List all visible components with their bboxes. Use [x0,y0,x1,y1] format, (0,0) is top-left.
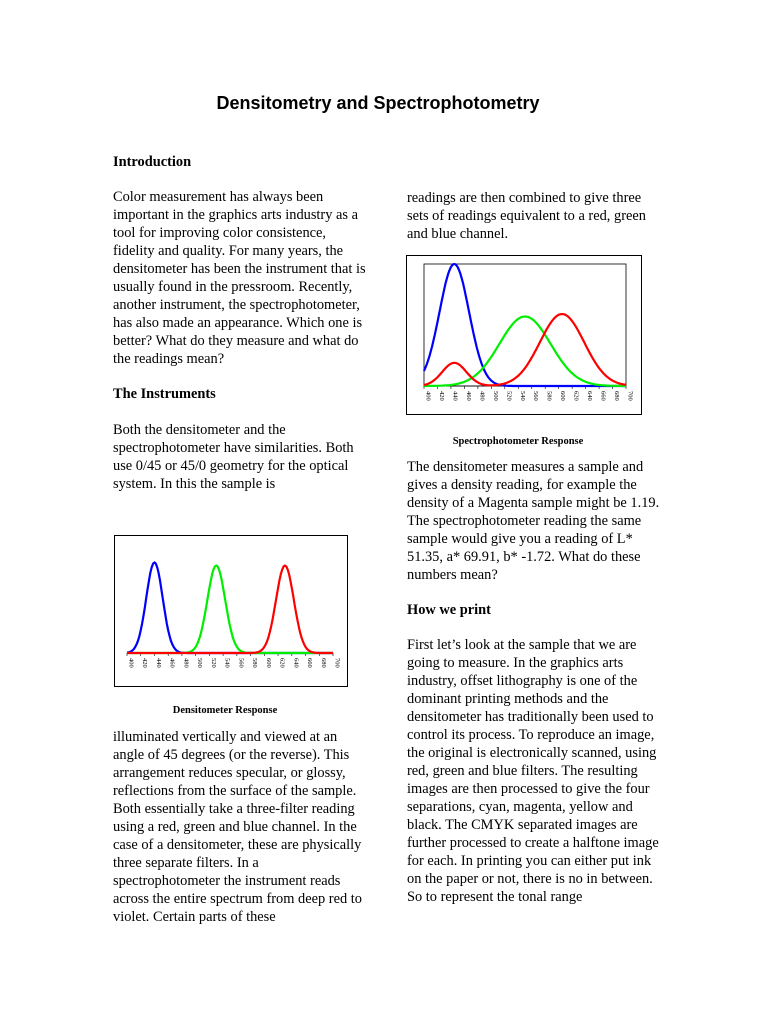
x-tick-label: 620 [278,658,286,668]
series-line-red [424,314,626,385]
x-tick-label: 560 [532,391,540,401]
densitometer-chart [114,535,348,687]
density-reading-paragraph: The densitometer measures a sample and gives a density reading, for example the density of a Magenta sample might be 1.19. The spectrophotometer reading the same sample would give you a reading of L* 51.35, a* 69.91, b* -1.72. What do these numbers mean? [407,459,660,583]
right-column-bottom [407,458,661,906]
how-we-print-paragraph: First let’s look at the sample that we are going to measure. In the graphics arts industry, offset lithography is one of the dominant printing methods and the densitometer has traditionally been used to control its process. To reproduce an image, the original is electronically scanned, using red, green and blue filters. The resulting images are then processed to give the four separations, cyan, magenta, yellow and black. The CMYK separated images are further processed to create a halftone image for each. In printing you can either put ink on the paper or not, there is no in between. So to represent the tonal range [407,637,659,905]
x-tick-label: 440 [154,658,162,668]
densitometer-chart-svg [115,536,347,686]
x-tick-label: 620 [572,391,580,401]
introduction-heading: Introduction [113,154,192,170]
instruments-paragraph: Both the densitometer and the spectrophotometer have similarities. Both use 0/45 or 45/0 geometry for the optical system. In this the sample is [113,422,354,492]
series-line-red [127,566,333,654]
x-tick-label: 700 [333,658,341,668]
x-tick-label: 540 [518,391,526,401]
right-column-top [407,189,661,243]
instruments-heading: The Instruments [113,386,216,402]
series-line-green [424,317,626,387]
x-tick-label: 400 [127,658,135,668]
x-tick-label: 420 [437,391,445,401]
page-title: Densitometry and Spectrophotometry [216,93,540,113]
spectrophotometer-chart [406,255,642,415]
x-tick-label: 460 [464,391,472,401]
continued-paragraph: illuminated vertically and viewed at an angle of 45 degrees (or the reverse). This arrangement reduces specular, or glossy, reflections from the surface of the sample. Both essentially take a three-filter reading using a red, green and blue channel. In the case of a densitometer, these are physically three separate filters. In a spectrophotometer the instrument reads across the entire spectrum from deep red to violet. Certain parts of these [113,729,362,925]
x-tick-label: 640 [292,658,300,668]
x-tick-label: 680 [613,391,621,401]
x-tick-label: 520 [209,658,217,668]
x-tick-label: 660 [306,658,314,668]
x-tick-label: 500 [196,658,204,668]
x-tick-label: 660 [599,391,607,401]
x-tick-label: 480 [182,658,190,668]
densitometer-caption: Densitometer Response [172,705,278,716]
x-tick-label: 680 [319,658,327,668]
x-tick-label: 420 [141,658,149,668]
x-tick-label: 460 [168,658,176,668]
x-tick-label: 640 [586,391,594,401]
x-tick-label: 500 [491,391,499,401]
x-tick-label: 580 [545,391,553,401]
introduction-paragraph: Color measurement has always been important in the graphics arts industry as a tool for improving color consistence, fidelity and quality. For many years, the densitometer has been the instrument that is usually found in the pressroom. Recently, another instrument, the spectrophotometer, has also made an appearance. Which one is better? What do they measure and what do the readings mean? [113,189,366,367]
left-column-bottom [113,728,367,926]
x-tick-label: 600 [559,391,567,401]
x-tick-label: 560 [237,658,245,668]
x-tick-label: 700 [626,391,634,401]
x-tick-label: 580 [251,658,259,668]
left-column-top [113,153,367,493]
how-we-print-heading: How we print [407,602,491,618]
spectrophotometer-caption: Spectrophotometer Response [452,436,584,447]
spectrophotometer-chart-svg [407,256,641,414]
x-tick-label: 440 [451,391,459,401]
x-tick-label: 520 [505,391,513,401]
x-tick-label: 480 [478,391,486,401]
x-tick-label: 400 [424,391,432,401]
readings-paragraph: readings are then combined to give three sets of readings equivalent to a red, green and blue channel. [407,190,646,242]
x-tick-label: 600 [264,658,272,668]
x-tick-label: 540 [223,658,231,668]
